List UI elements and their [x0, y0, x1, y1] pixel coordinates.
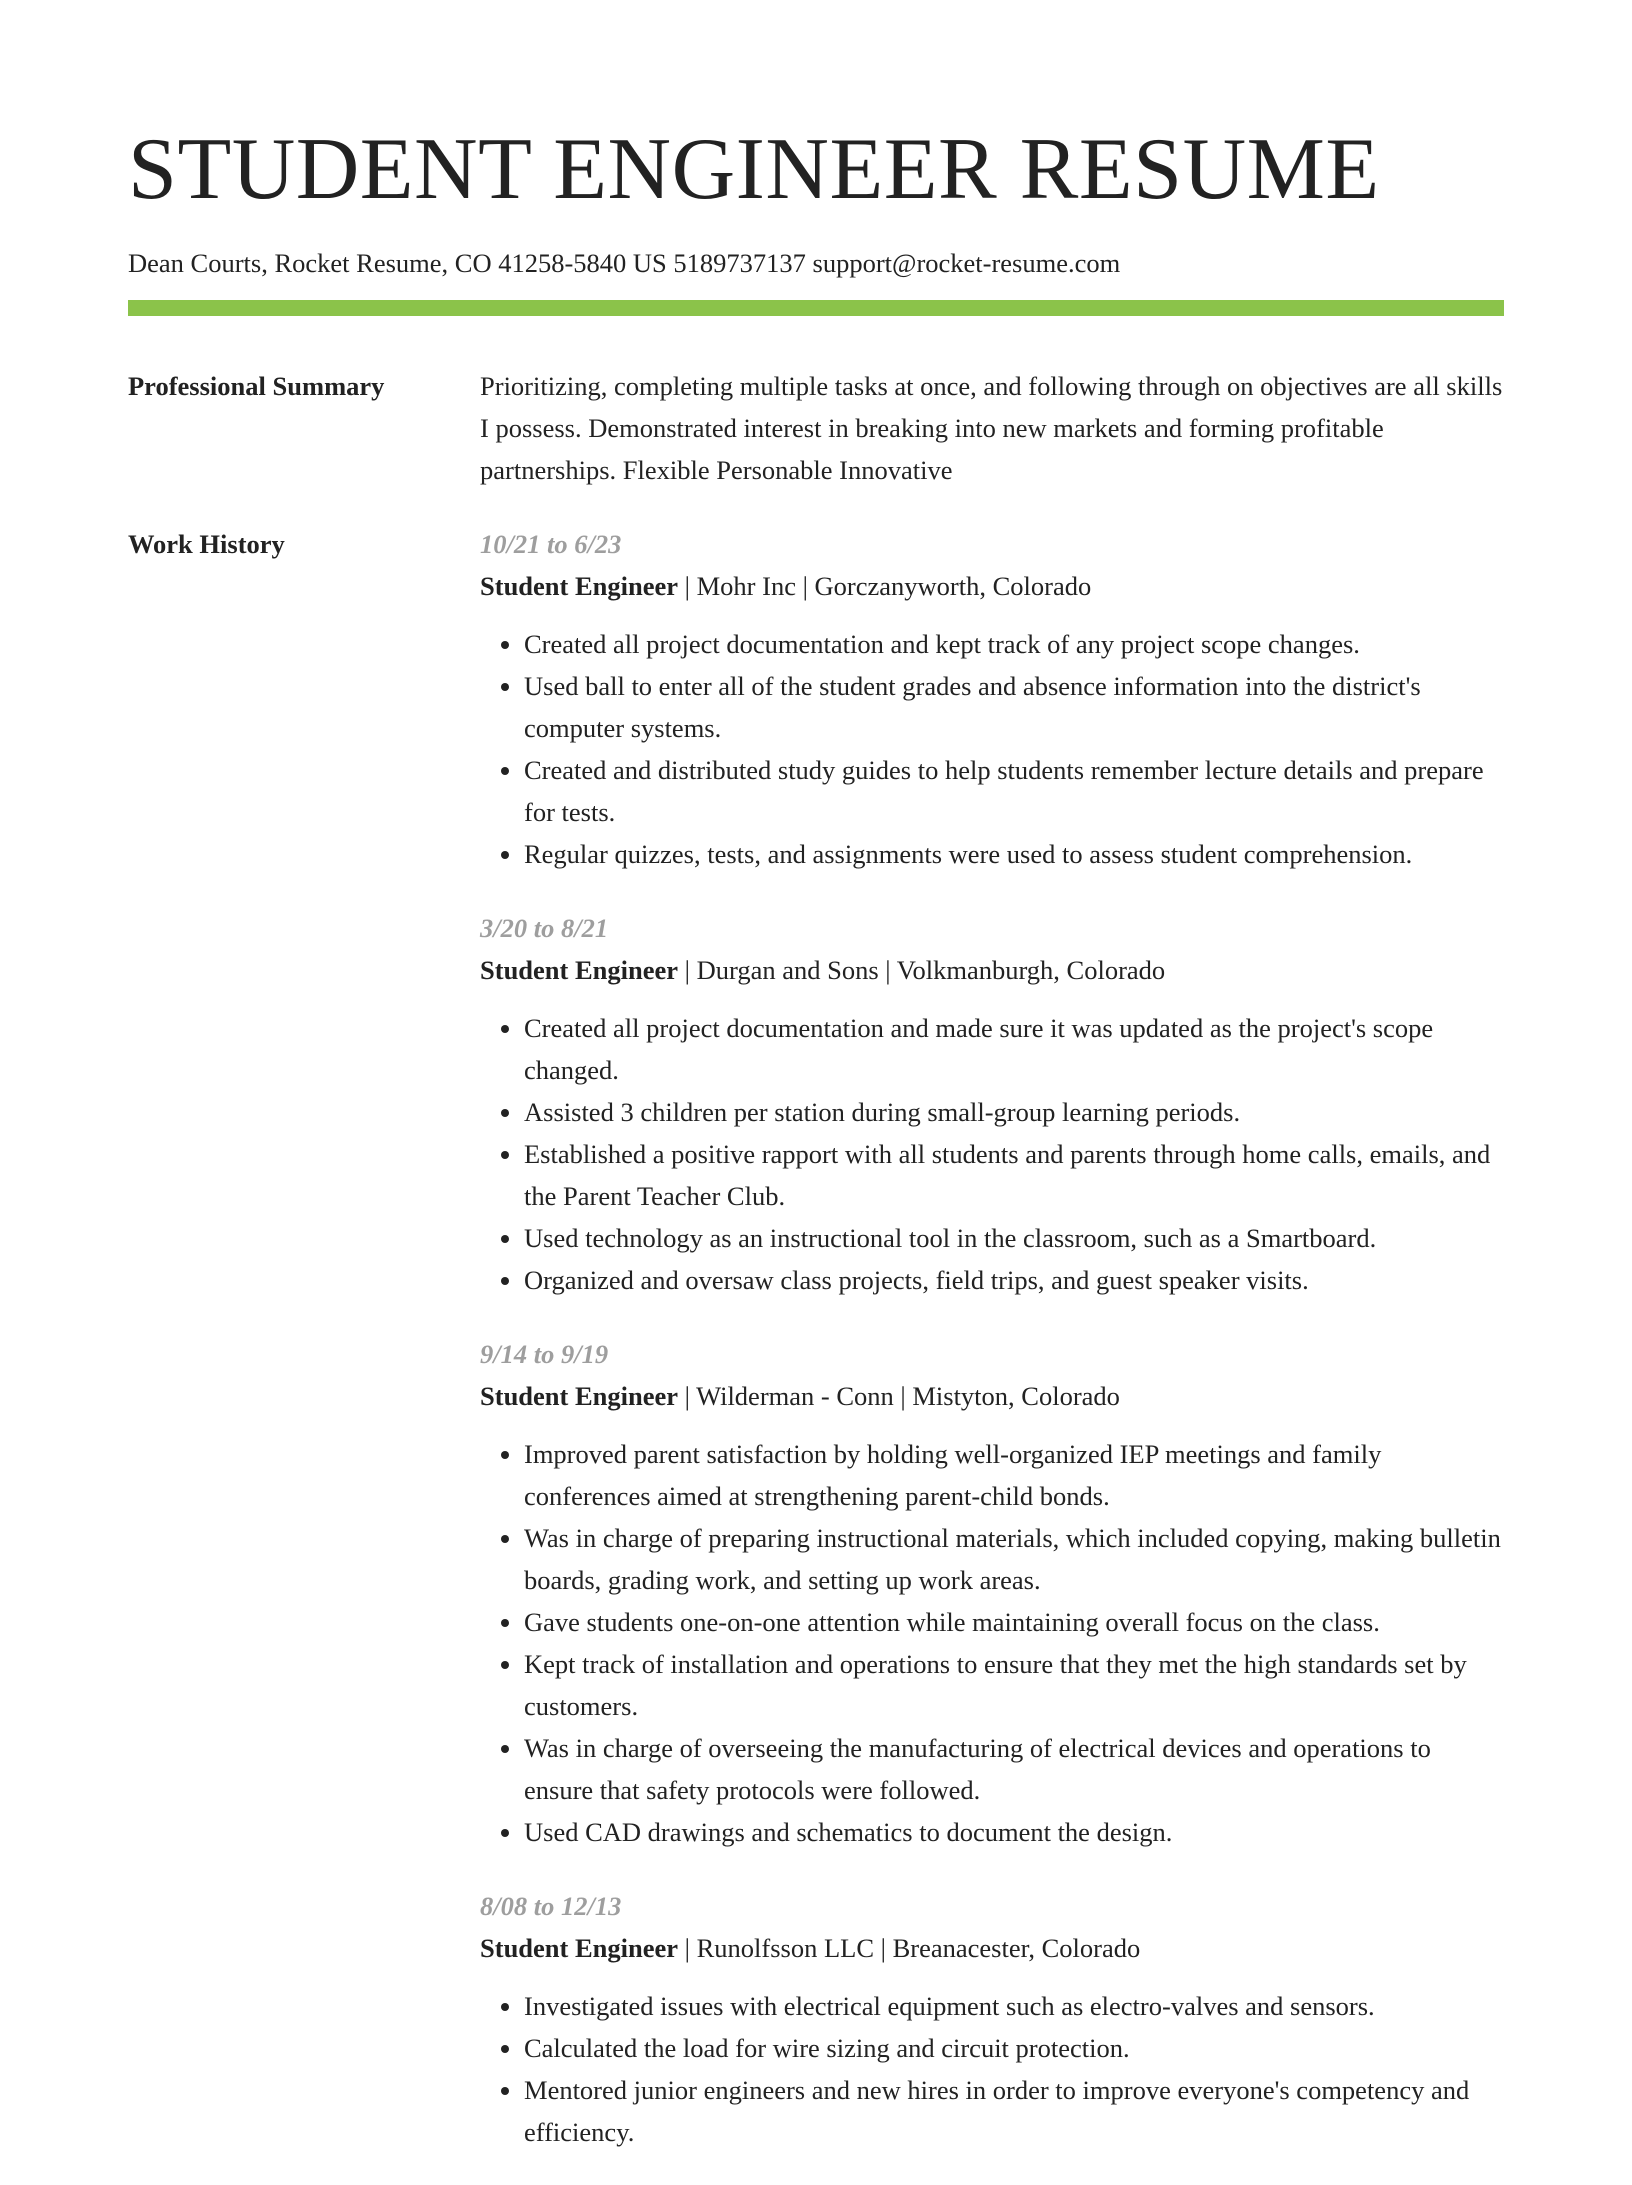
header-divider: [128, 300, 1504, 316]
job-bullet-list: [480, 1007, 1504, 1301]
job-dates: 9/14 to 9/19: [480, 1339, 609, 1369]
job-bullet-list: [480, 1433, 1504, 1853]
job-bullet: • Used technology as an instructional tool in the classroom, such as a Smartboard.: [524, 1217, 1504, 1259]
job-bullet: • Used ball to enter all of the student grades and absence information into the district's computer systems.: [524, 665, 1504, 749]
job-entry: [480, 523, 1504, 875]
job-bullet: • Created all project documentation and made sure it was updated as the project's scope changed.: [524, 1007, 1504, 1091]
resume-title: STUDENT ENGINEER RESUME: [128, 121, 1380, 218]
job-bullet: • Organized and oversaw class projects, field trips, and guest speaker visits.: [524, 1259, 1504, 1301]
job-bullet: • Created all project documentation and kept track of any project scope changes.: [524, 623, 1504, 665]
job-heading: [480, 949, 1504, 991]
job-bullet: • Established a positive rapport with all students and parents through home calls, emails, and the Parent Teacher Club.: [524, 1133, 1504, 1217]
summary-text: Prioritizing, completing multiple tasks at once, and following through on objectives are all skills I possess. Demonstrated interest in breaking into new markets and forming profitable partnerships. Flexible Personable Innovative: [480, 371, 1503, 485]
job-company: Wilderman - Conn: [696, 1381, 894, 1411]
job-bullet: • Investigated issues with electrical equipment such as electro-valves and sensors.: [524, 1985, 1504, 2027]
job-separator: |: [878, 955, 897, 985]
job-location: Breanacester, Colorado: [892, 1933, 1141, 1963]
summary-body: [480, 365, 1504, 491]
work-history-body: [480, 523, 1504, 2185]
work-history-section: [128, 523, 1504, 2185]
job-bullet: • Created and distributed study guides to help students remember lecture details and prepare for tests.: [524, 749, 1504, 833]
job-separator: |: [678, 1933, 697, 1963]
job-title: Student Engineer: [480, 1381, 679, 1411]
job-separator: |: [795, 571, 815, 601]
job-bullet: • Was in charge of preparing instructional materials, which included copying, making bulletin boards, grading work, and setting up work areas.: [524, 1517, 1504, 1601]
job-separator: |: [874, 1933, 893, 1963]
job-separator: |: [678, 571, 697, 601]
job-heading: [480, 565, 1504, 607]
job-entry: [480, 907, 1504, 1301]
professional-summary-section: [128, 365, 1504, 491]
job-heading: [480, 1927, 1504, 1969]
job-dates: 8/08 to 12/13: [480, 1891, 622, 1921]
resume-page: [128, 0, 1504, 2185]
job-separator: |: [678, 1381, 697, 1411]
job-location: Mistyton, Colorado: [912, 1381, 1120, 1411]
job-bullet: • Mentored junior engineers and new hires in order to improve everyone's competency and efficiency.: [524, 2069, 1504, 2153]
job-bullet-list: [480, 623, 1504, 875]
job-dates: 10/21 to 6/23: [480, 529, 622, 559]
contact-line: Dean Courts, Rocket Resume, CO 41258-5840 US 5189737137 support@rocket-resume.com: [128, 248, 1121, 278]
job-company: Durgan and Sons: [696, 955, 879, 985]
job-location: Gorczanyworth, Colorado: [814, 571, 1092, 601]
job-bullet: • Gave students one-on-one attention while maintaining overall focus on the class.: [524, 1601, 1504, 1643]
job-entry: [480, 1333, 1504, 1853]
section-label-professional-summary: Professional Summary: [128, 371, 385, 401]
job-heading: [480, 1375, 1504, 1417]
job-title: Student Engineer: [480, 1933, 679, 1963]
job-dates: 3/20 to 8/21: [480, 913, 609, 943]
job-bullet: • Was in charge of overseeing the manufacturing of electrical devices and operations to ensure that safety protocols were followed.: [524, 1727, 1504, 1811]
job-bullet: • Kept track of installation and operations to ensure that they met the high standards set by customers.: [524, 1643, 1504, 1727]
job-bullet: • Improved parent satisfaction by holding well-organized IEP meetings and family conferences aimed at strengthening parent-child bonds.: [524, 1433, 1504, 1517]
job-bullet: • Regular quizzes, tests, and assignments were used to assess student comprehension.: [524, 833, 1504, 875]
job-title: Student Engineer: [480, 955, 679, 985]
job-title: Student Engineer: [480, 571, 679, 601]
job-separator: |: [678, 955, 697, 985]
job-entry: [480, 1885, 1504, 2153]
job-bullet-list: [480, 1985, 1504, 2153]
job-bullet: • Calculated the load for wire sizing and circuit protection.: [524, 2027, 1504, 2069]
job-bullet: • Used CAD drawings and schematics to document the design.: [524, 1811, 1504, 1853]
job-company: Runolfsson LLC: [696, 1933, 875, 1963]
job-separator: |: [893, 1381, 913, 1411]
section-label-work-history: Work History: [128, 529, 285, 559]
job-company: Mohr Inc: [696, 571, 796, 601]
job-location: Volkmanburgh, Colorado: [896, 955, 1166, 985]
job-bullet: • Assisted 3 children per station during small-group learning periods.: [524, 1091, 1504, 1133]
